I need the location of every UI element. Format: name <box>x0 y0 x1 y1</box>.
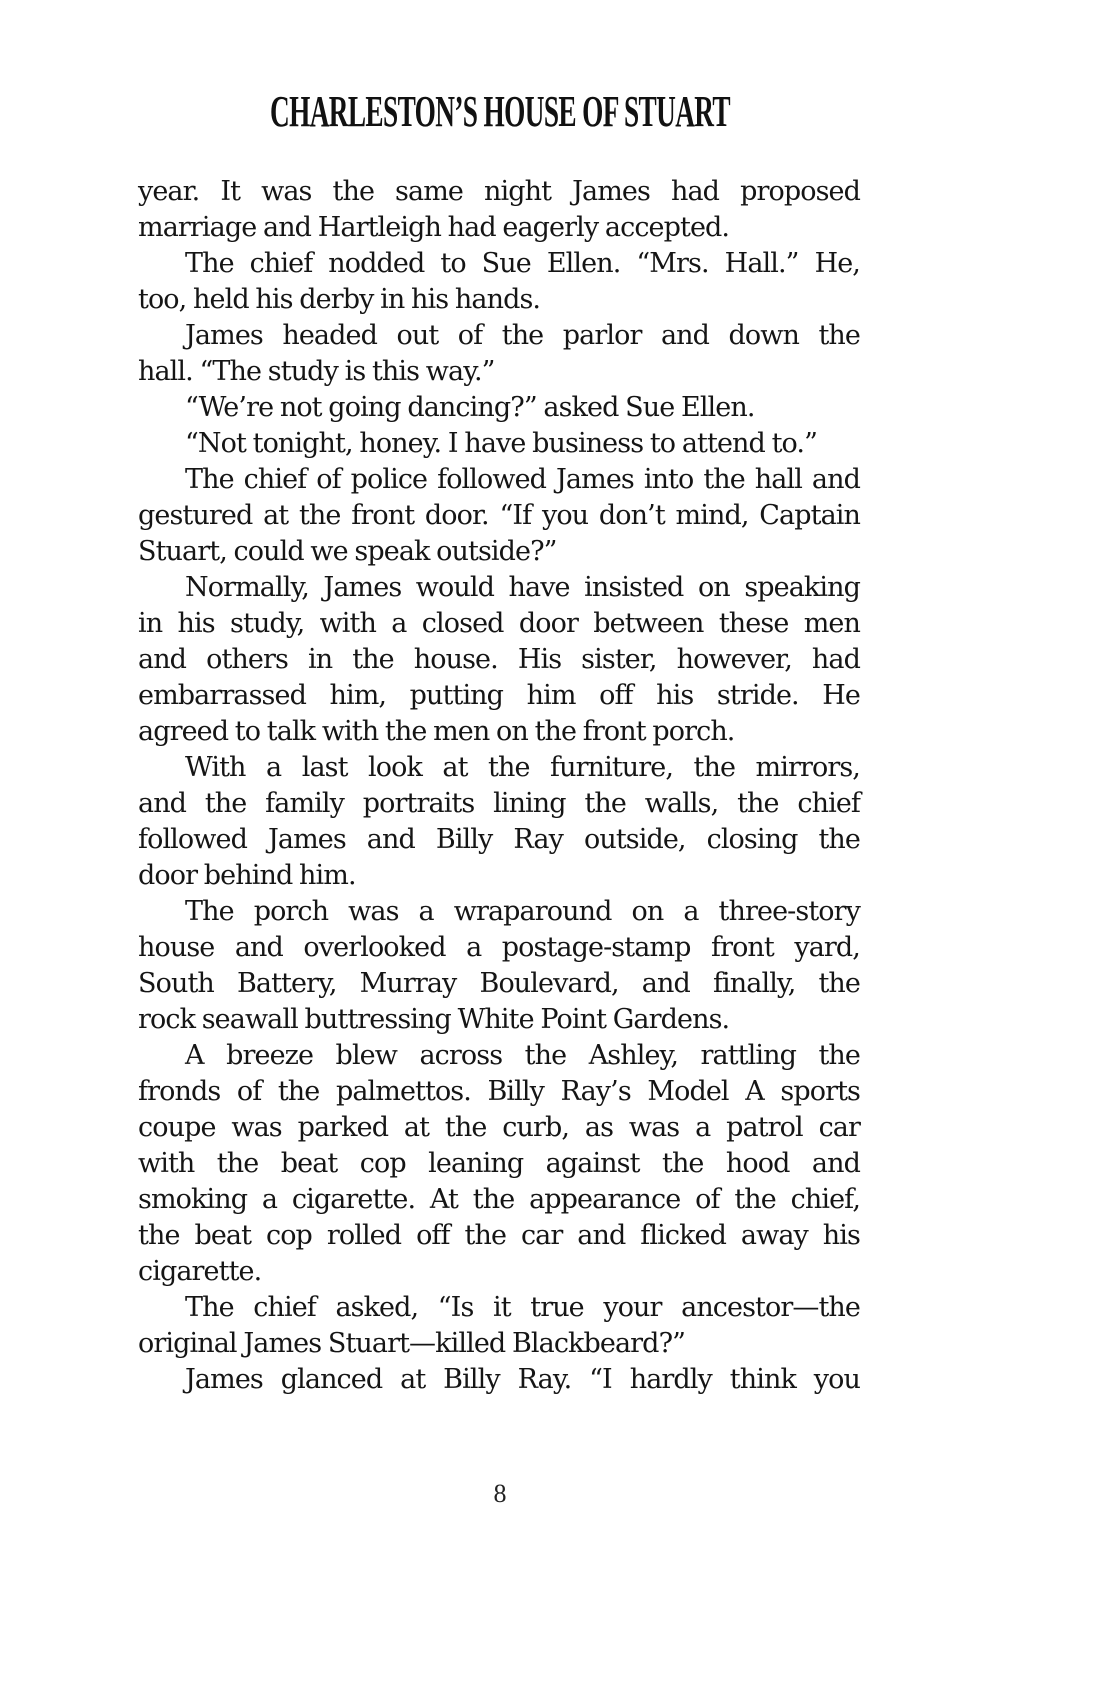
text-line: The porch was a wraparound on a three-story <box>185 896 860 927</box>
text-line: year. It was the same night James had proposed <box>138 176 860 207</box>
text-line: too, held his derby in his hands. <box>138 284 541 315</box>
text-line: fronds of the palmettos. Billy Ray’s Model A sports <box>138 1076 860 1107</box>
text-line: agreed to talk with the men on the front porch. <box>138 716 735 747</box>
text-line: marriage and Hartleigh had eagerly accepted. <box>138 212 730 243</box>
text-line: “Not tonight, honey. I have business to attend to.” <box>185 428 817 459</box>
text-line: Stuart, could we speak outside?” <box>138 536 557 567</box>
text-line: The chief nodded to Sue Ellen. “Mrs. Hall.” He, <box>185 248 860 279</box>
text-line: James glanced at Billy Ray. “I hardly think you <box>185 1364 860 1395</box>
text-line: A breeze blew across the Ashley, rattling the <box>185 1040 860 1071</box>
page-number: 8 <box>493 1479 507 1508</box>
text-line: smoking a cigarette. At the appearance of the chief, <box>138 1184 860 1215</box>
text-line: gestured at the front door. “If you don’t mind, Captain <box>138 500 860 531</box>
text-line: James headed out of the parlor and down the <box>185 320 860 351</box>
text-line: door behind him. <box>138 860 356 891</box>
text-line: with the beat cop leaning against the hood and <box>138 1148 860 1179</box>
text-line: The chief asked, “Is it true your ancestor—the <box>185 1292 860 1323</box>
text-line: coupe was parked at the curb, as was a patrol car <box>138 1112 860 1143</box>
text-line: Normally, James would have insisted on speaking <box>185 572 860 603</box>
text-line: embarrassed him, putting him off his stride. He <box>138 680 860 711</box>
body-text <box>138 174 860 1398</box>
text-line: With a last look at the furniture, the mirrors, <box>185 752 860 783</box>
text-line: rock seawall buttressing White Point Gardens. <box>138 1004 730 1035</box>
text-line: in his study, with a closed door between these men <box>138 608 860 639</box>
text-line: South Battery, Murray Boulevard, and finally, the <box>138 968 860 999</box>
text-line: cigarette. <box>138 1256 262 1287</box>
text-line: The chief of police followed James into the hall and <box>185 464 860 495</box>
text-line: and others in the house. His sister, however, had <box>138 644 860 675</box>
text-line: house and overlooked a postage-stamp front yard, <box>138 932 860 963</box>
text-line: followed James and Billy Ray outside, closing the <box>138 824 860 855</box>
text-line: and the family portraits lining the walls, the chief <box>138 788 860 819</box>
text-line: the beat cop rolled off the car and flicked away his <box>138 1220 860 1251</box>
text-line: original James Stuart—killed Blackbeard?” <box>138 1328 686 1359</box>
text-line: “We’re not going dancing?” asked Sue Ellen. <box>185 392 755 423</box>
text-line: hall. “The study is this way.” <box>138 356 495 387</box>
running-head: CHARLESTON’S HOUSE OF STUART <box>270 87 730 136</box>
